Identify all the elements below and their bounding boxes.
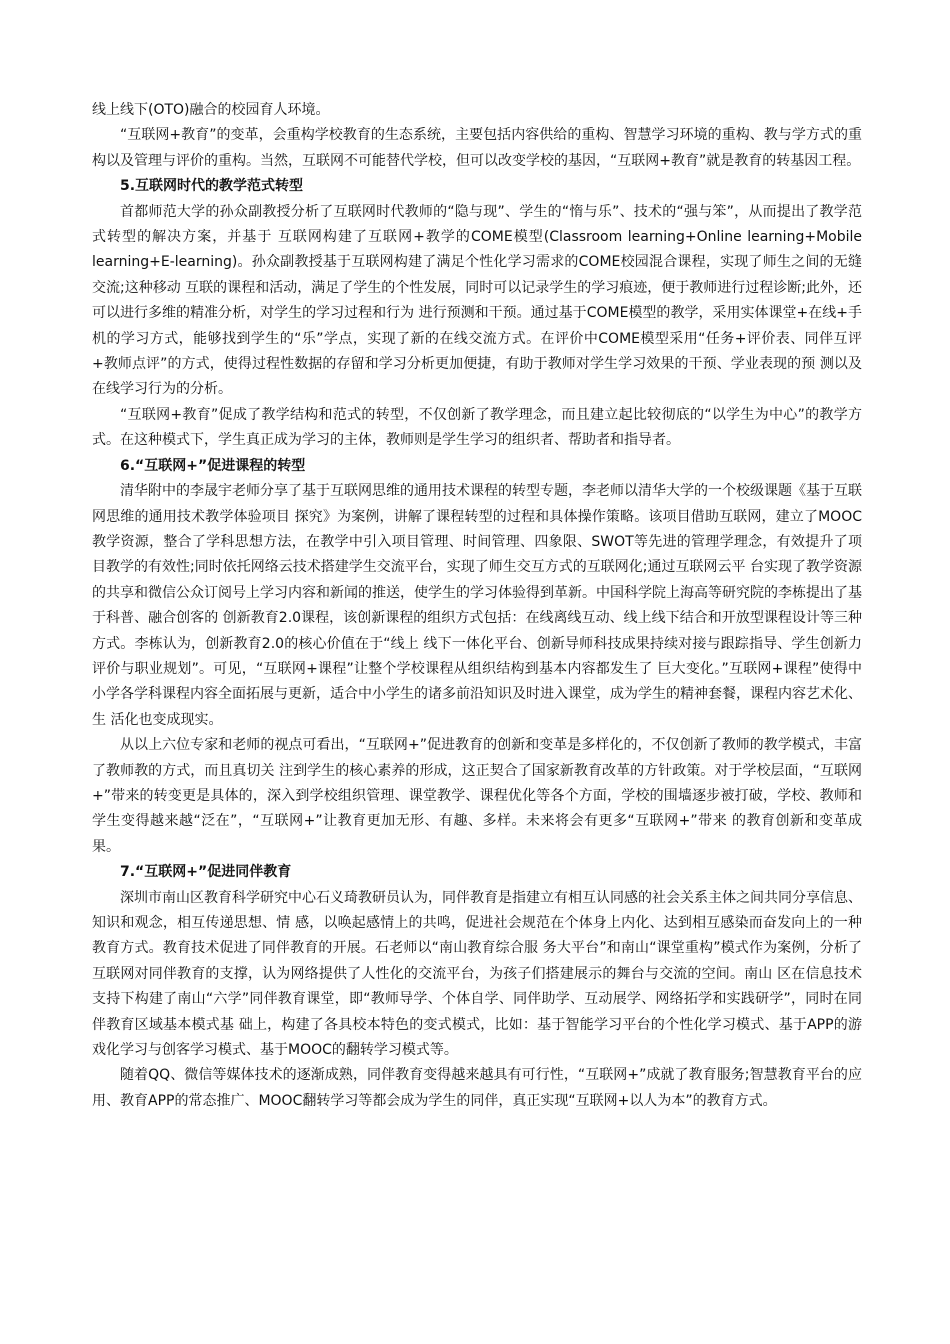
- paragraph-peer-education: 深圳市南山区教育科学研究中心石义琦教研员认为，同伴教育是指建立有相互认同感的社会关系主体之间共同分享信息、知识和观念，相互传递思想、情 感，以唤起感情上的共鸣，促进社会规范在个体身上内化、达到相互感染而奋发向上的一种教育方式。教育技术促进了同伴教育的开展。石老师以“南山教育综合服 务大平台”和南山“课堂重构”模式作为案例，分析了互联网对同伴教育的支撑，认为网络提供了人性化的交流平台，为孩子们搭建展示的舞台与交流的空间。南山 区在信息技术支持下构建了南山“六学”同伴教育课堂，即“教师导学、个体自学、同伴助学、互动展学、网络拓学和实践研学”，同时在同伴教育区域基本模式基 础上，构建了各具校本特色的变式模式，比如：基于智能学习平台的个性化学习模式、基于APP的游戏化学习与创客学习模式、基于MOOC的翻转学习模式等。: [92, 889, 862, 1059]
- paragraph-course-transformation: 清华附中的李晟宇老师分享了基于互联网思维的通用技术课程的转型专题，李老师以清华大学的一个校级课题《基于互联网思维的通用技术教学体验项目 探究》为案例，讲解了课程转型的过程和具体操作策略。该项目借助互联网，建立了MOOC教学资源，整合了学科思想方法，在教学中引入项目管理、时间管理、四象限、SWOT等先进的管理学理念，有效提升了项目教学的有效性;同时依托网络云技术搭建学生交流平台，实现了师生交互方式的互联网化;通过互联网云平 台实现了教学资源的共享和微信公众订阅号上学习内容和新闻的推送，使学生的学习体验得到革新。中国科学院上海高等研究院的李栋提出了基于科普、融合创客的 创新教育2.0课程，该创新课程的组织方式包括：在线离线互动、线上线下结合和开放型课程设计等三种方式。李栋认为，创新教育2.0的核心价值在于“线上 线下一体化平台、创新导师科技成果持续对接与跟踪指导、学生创新力评价与职业规划”。可见，“互联网+课程”让整个学校课程从组织结构到基本内容都发生了 巨大变化。”互联网+课程”使得中小学各学科课程内容全面拓展与更新，适合中小学生的诸多前沿知识及时进入课堂，成为学生的精神套餐，课程内容艺术化、生 活化也变成现实。: [92, 483, 862, 728]
- paragraph-teaching-structure: “互联网+教育”促成了教学结构和范式的转型，不仅创新了教学理念，而且建立起比较彻底的“以学生为中心”的教学方式。在这种模式下，学生真正成为学习的主体，教师则是学生学习的组织者、帮助者和指导者。: [92, 406, 862, 449]
- document-page: [92, 98, 862, 1114]
- paragraph-summary-six-experts: 从以上六位专家和老师的视点可看出，“互联网+”促进教育的创新和变革是多样化的，不仅创新了教师的教学模式，丰富了教师教的方式，而且真切关 注到学生的核心素养的形成，这正契合了国家新教育改革的方针政策。对于学校层面，“互联网+”带来的转变更是具体的，深入到学校组织管理、课堂教学、课程优化等各个方面，学校的围墙逐步被打破，学校、教师和学生变得越来越“泛在”，“互联网+”让教育更加无形、有趣、多样。未来将会有更多“互联网+”带来 的教育创新和变革成果。: [92, 737, 862, 855]
- section-heading-5: 5.互联网时代的教学范式转型: [120, 178, 304, 195]
- paragraph-come-model: 首都师范大学的孙众副教授分析了互联网时代教师的“隐与现”、学生的“惰与乐”、技术的“强与笨”，从而提出了教学范式转型的解决方案，并基于 互联网构建了互联网+教学的COME模型(Classroom learning+Online learning+Mobile learning+E-learning)。孙众副教授基于互联网构建了满足个性化学习需求的COME校园混合课程，实现了师生之间的无缝交流;这种移动 互联的课程和活动，满足了学生的个性发展，同时可以记录学生的学习痕迹，便于教师进行过程诊断;此外，还可以进行多维的精准分析，对学生的学习过程和行为 进行预测和干预。通过基于COME模型的教学，采用实体课堂+在线+手机的学习方式，能够找到学生的“乐”学点，实现了新的在线交流方式。在评价中COME模型采用“任务+评价表、同伴互评+教师点评”的方式，使得过程性数据的存留和学习分析更加便捷，有助于教师对学生学习效果的干预、学业表现的预 测以及在线学习行为的分析。: [92, 203, 862, 398]
- paragraph-media-technology: 随着QQ、微信等媒体技术的逐渐成熟，同伴教育变得越来越具有可行性，“互联网+”成就了教育服务;智慧教育平台的应用、教育APP的常态推广、MOOC翻转学习等都会成为学生的同伴，真正实现“互联网+以人为本”的教育方式。: [92, 1067, 862, 1109]
- section-heading-6: 6.“互联网+”促进课程的转型: [120, 457, 306, 474]
- paragraph-continuation: 线上线下(OTO)融合的校园育人环境。: [92, 102, 330, 118]
- paragraph-internet-education-reform: “互联网+教育”的变革，会重构学校教育的生态系统，主要包括内容供给的重构、智慧学习环境的重构、教与学方式的重构以及管理与评价的重构。当然，互联网不可能替代学校，但可以改变学校的基因，“互联网+教育”就是教育的转基因工程。: [92, 127, 862, 169]
- section-heading-7: 7.“互联网+”促进同伴教育: [120, 864, 292, 881]
